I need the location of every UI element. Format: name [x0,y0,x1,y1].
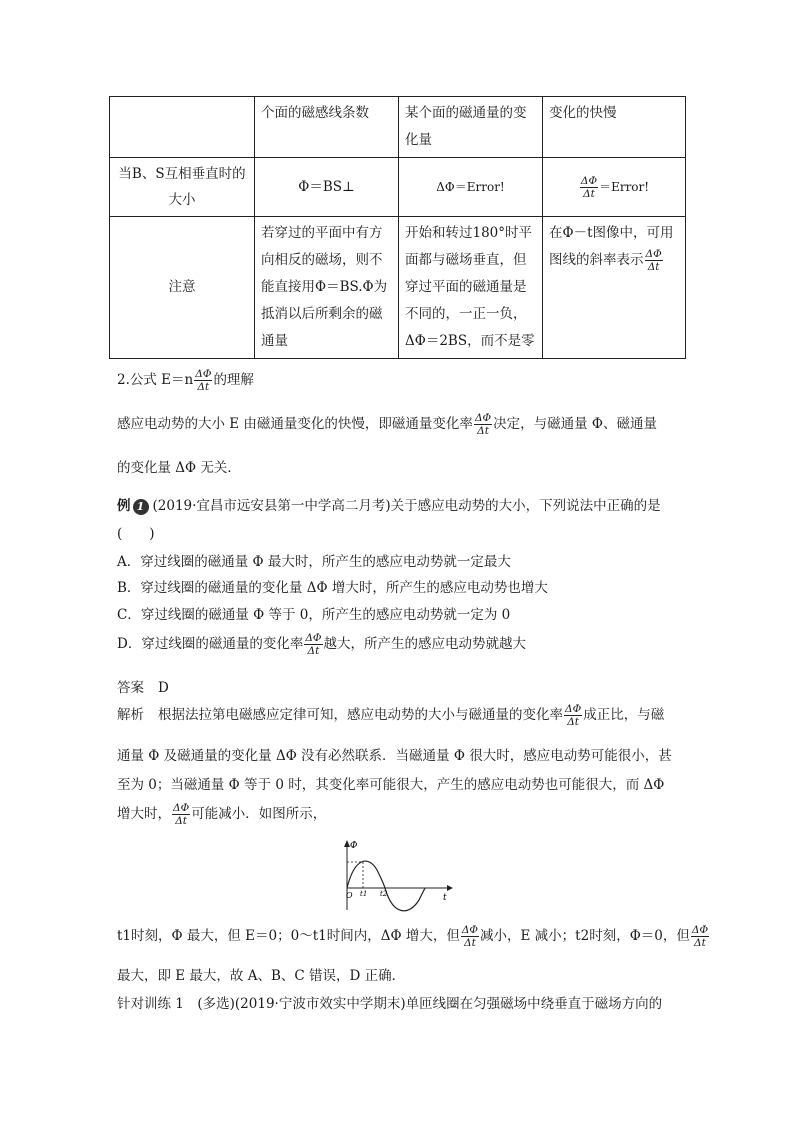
fraction: $\frac{\Delta\Phi}{\Delta t}$ [305,632,322,657]
analysis-line: 最大，即 E 最大，故 A、B、C 错误，D 正确． [117,968,406,984]
analysis-line: 增大时， $\frac{\Delta\Phi}{\Delta t}$ 可能减小．如图所示， [117,802,327,827]
table-cell: 开始和转过180°时平面都与磁场垂直，但穿过平面的磁通量是不同的，一正一负，ΔΦ＝2BS，而不是零 [399,217,543,359]
table-row [110,217,686,359]
analysis-line: 通量 Φ 及磁通量的变化量 ΔΦ 没有必然联系．当磁通量 Φ 很大时，感应电动势可能很小，甚 [117,748,672,764]
fraction: $\frac{\Delta\Phi}{\Delta t}$ [645,248,662,273]
table-cell [543,158,686,217]
x-axis-label: t [443,893,447,903]
fraction: $\frac{\Delta\Phi}{\Delta t}$ [691,924,709,949]
training-line: 针对训练 1 (多选)(2019·宁波市效实中学期末)单匝线圈在匀强磁场中绕垂直于磁场方向的 [117,996,663,1012]
table-cell [543,217,686,359]
concept-table [109,96,686,359]
option-c: C．穿过线圈的磁通量 Φ 等于 0，所产生的感应电动势就一定为 0 [117,607,511,623]
example-number-badge: 1 [133,499,149,515]
table-cell: 个面的磁感线条数 [255,97,399,158]
flux-time-graph [335,838,455,913]
analysis-line: 解析 根据法拉第电磁感应定律可知，感应电动势的大小与磁通量的变化率 $\frac{\Delta\Phi}{\Delta t}$ 成正比，与磁 [117,703,665,728]
answer-line: 答案 D [117,680,169,696]
answer-paren: ( ) [117,526,155,542]
option-a: A．穿过线圈的磁通量 Φ 最大时，所产生的感应电动势就一定最大 [117,554,511,570]
section-heading: 2.公式 E＝n $\frac{\Delta\Phi}{\Delta t}$ 的理解 [117,368,254,393]
t1-label: t1 [360,890,368,898]
fraction: $\frac{\Delta\Phi}{\Delta t}$ [474,412,492,437]
formula-text: ＝Error! [599,179,650,194]
analysis-line: 至为 0；当磁通量 Φ 等于 0 时，其变化率可能很大，产生的感应电动势也可能很大，而 ΔΦ [117,777,665,793]
flux-curve [347,861,425,911]
fraction: $\frac{\Delta\Phi}{\Delta t}$ [565,703,582,728]
table-cell: Φ＝BS⊥ [255,158,399,217]
cell-text: 在Φ－t图像中，可用图线的斜率表示 [549,225,674,268]
table-cell: 当B、S互相垂直时的大小 [110,158,255,217]
option-d: D．穿过线圈的磁通量的变化率 $\frac{\Delta\Phi}{\Delta t}$ 越大，所产生的感应电动势就越大 [117,632,527,657]
t2-label: t2 [380,890,388,898]
table-row [110,158,686,217]
y-axis-label: Φ [350,841,358,851]
paragraph-line: 感应电动势的大小 E 由磁通量变化的快慢，即磁通量变化率 $\frac{\Delta\Phi}{\Delta t}$ 决定，与磁通量 Φ、磁通量 [117,412,657,437]
table-cell: 注意 [110,217,255,359]
fraction: $\frac{\Delta\Phi}{\Delta t}$ [580,174,598,200]
table-cell: 变化的快慢 [543,97,686,158]
table-row [110,97,686,158]
fraction: $\frac{\Delta\Phi}{\Delta t}$ [461,924,479,949]
analysis-line: t1时刻，Φ 最大，但 E＝0；0～t1时间内，ΔΦ 增大，但 $\frac{\Delta\Phi}{\Delta t}$ 减小，E 减小；t2时刻，Φ＝0，但 $\frac{\Delta\Phi}{\Delta t}$ [117,924,709,949]
table-cell [110,97,255,158]
paragraph-line: 的变化量 ΔΦ 无关． [117,460,241,476]
table-cell: 若穿过的平面中有方向相反的磁场，则不能直接用Φ＝BS.Φ为抵消以后所剩余的磁通量 [255,217,399,359]
fraction: $\frac{\Delta\Phi}{\Delta t}$ [173,802,190,827]
fraction: $\frac{\Delta\Phi}{\Delta t}$ [195,368,212,393]
table-cell: ΔΦ＝Error! [399,158,543,217]
origin-label: O [346,891,353,900]
option-b: B．穿过线圈的磁通量的变化量 ΔΦ 增大时，所产生的感应电动势也增大 [117,580,548,596]
x-axis-arrow [447,885,453,891]
example-stem: 例 1 (2019·宜昌市远安县第一中学高二月考)关于感应电动势的大小，下列说法中正确的是 [117,498,661,514]
table-cell: 某个面的磁通量的变化量 [399,97,543,158]
